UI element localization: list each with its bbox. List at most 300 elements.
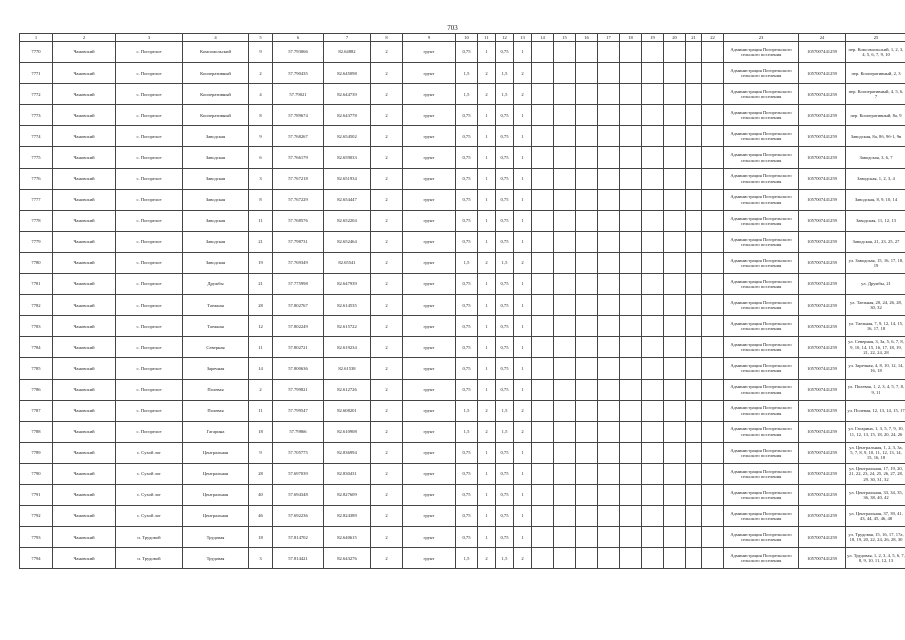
table-cell: 0,75 [496, 126, 514, 147]
table-cell: 0,75 [496, 42, 514, 63]
table-cell: 2 [371, 168, 403, 189]
table-cell [686, 400, 702, 421]
table-cell [532, 379, 554, 400]
table-cell [620, 274, 642, 295]
table-cell: 1057007441259 [799, 295, 846, 316]
table-cell: Заводская, 8а, 8б, 9б-1, 9в [846, 126, 905, 147]
table-cell [702, 400, 724, 421]
table-cell: Администрация Погорельского сельского поселения [724, 147, 799, 168]
table-cell: ул. Таежная, 7, 9, 12, 14, 15, 16, 17, 18 [846, 316, 905, 337]
table-cell [642, 210, 664, 231]
table-cell: 57.802721 [273, 337, 324, 358]
table-cell: 82.654502 [324, 126, 371, 147]
table-cell: 7778 [20, 210, 53, 231]
table-cell: 2 [371, 84, 403, 105]
table-cell: 1 [514, 105, 532, 126]
table-cell [598, 274, 620, 295]
table-cell: 2 [371, 63, 403, 84]
table-cell: 1 [478, 105, 496, 126]
table-cell: 1057007441259 [799, 442, 846, 463]
table-cell: 7776 [20, 168, 53, 189]
table-cell [664, 168, 686, 189]
table-cell [664, 463, 686, 484]
table-cell [686, 168, 702, 189]
table-cell [702, 42, 724, 63]
table-cell [554, 295, 576, 316]
table-cell: Чановский [53, 252, 116, 273]
table-cell: 21 [249, 231, 273, 252]
column-number-cell: 21 [686, 34, 702, 42]
table-cell [642, 316, 664, 337]
table-cell: 57.768267 [273, 126, 324, 147]
table-cell [702, 358, 724, 379]
table-cell: 1 [478, 442, 496, 463]
table-cell [620, 231, 642, 252]
table-cell: 0,75 [456, 274, 478, 295]
table-cell: 1057007441259 [799, 210, 846, 231]
table-cell: 1057007441259 [799, 421, 846, 442]
table-cell [620, 252, 642, 273]
table-cell [532, 84, 554, 105]
table-cell [642, 337, 664, 358]
table-cell: Чановский [53, 506, 116, 527]
table-cell: 1 [478, 168, 496, 189]
table-cell [554, 210, 576, 231]
table-row [20, 421, 905, 442]
table-cell: Кооперативный [183, 84, 249, 105]
table-cell [598, 527, 620, 548]
table-cell: Чановский [53, 400, 116, 421]
table-cell: 0,75 [456, 358, 478, 379]
table-cell: грунт [403, 337, 456, 358]
table-cell: с. Погорелое [116, 379, 183, 400]
table-cell: Чановский [53, 274, 116, 295]
table-row [20, 231, 905, 252]
table-cell: Чановский [53, 442, 116, 463]
table-cell: 57.802249 [273, 316, 324, 337]
table-cell [598, 548, 620, 569]
table-cell: грунт [403, 189, 456, 210]
table-cell: ул. Заводская, 15, 16, 17, 18, 19 [846, 252, 905, 273]
table-cell: ул. Таежная, 20, 24, 26, 28, 30, 32 [846, 295, 905, 316]
table-cell: 0,75 [456, 147, 478, 168]
table-cell [620, 463, 642, 484]
table-cell [554, 252, 576, 273]
table-cell [598, 189, 620, 210]
table-cell: 1 [514, 147, 532, 168]
table-cell: с. Погорелое [116, 105, 183, 126]
table-cell [598, 63, 620, 84]
table-cell [702, 316, 724, 337]
table-cell: 82.640615 [324, 527, 371, 548]
table-cell: грунт [403, 42, 456, 63]
table-row [20, 506, 905, 527]
table-cell [642, 295, 664, 316]
table-cell: Администрация Погорельского сельского поселения [724, 210, 799, 231]
table-cell: с. Погорелое [116, 84, 183, 105]
table-cell [702, 484, 724, 505]
table-cell [686, 337, 702, 358]
table-cell: 2 [371, 295, 403, 316]
table-cell [620, 527, 642, 548]
table-cell [554, 105, 576, 126]
table-cell: Чановский [53, 210, 116, 231]
table-cell [598, 231, 620, 252]
table-cell: 21 [249, 274, 273, 295]
table-cell: грунт [403, 210, 456, 231]
table-cell [554, 379, 576, 400]
table-cell: 0,75 [456, 379, 478, 400]
table-cell: 7787 [20, 400, 53, 421]
table-cell [598, 358, 620, 379]
table-cell: 1 [478, 42, 496, 63]
table-cell [686, 252, 702, 273]
table-cell: 1 [478, 189, 496, 210]
table-cell: Администрация Погорельского сельского поселения [724, 442, 799, 463]
table-cell: ул. Гагарина, 1, 3, 5, 7, 9, 10, 11, 12, 13, 15, 18, 20, 24, 26 [846, 421, 905, 442]
table-cell: Администрация Погорельского сельского поселения [724, 63, 799, 84]
table-row [20, 358, 905, 379]
table-cell [532, 105, 554, 126]
table-cell: 82.651934 [324, 168, 371, 189]
table-cell: Администрация Погорельского сельского поселения [724, 274, 799, 295]
table-cell: 1 [514, 506, 532, 527]
table-cell: с. Погорелое [116, 337, 183, 358]
table-cell: пер. Кооперативный, 2, 3 [846, 63, 905, 84]
table-cell [576, 105, 598, 126]
table-cell [598, 147, 620, 168]
column-number-cell: 3 [116, 34, 183, 42]
table-cell: Заводская, 11, 12, 13 [846, 210, 905, 231]
table-cell: с. Погорелое [116, 42, 183, 63]
table-cell: 11 [249, 400, 273, 421]
table-cell [598, 337, 620, 358]
table-cell [532, 442, 554, 463]
table-cell: 2 [514, 63, 532, 84]
table-cell: грунт [403, 274, 456, 295]
table-cell: 1057007441259 [799, 506, 846, 527]
table-cell [664, 358, 686, 379]
table-cell: 1,5 [456, 400, 478, 421]
table-cell: п. Трудовой [116, 548, 183, 569]
table-cell: 1057007441259 [799, 274, 846, 295]
table-cell: грунт [403, 400, 456, 421]
table-cell [686, 295, 702, 316]
table-cell [554, 421, 576, 442]
table-cell: грунт [403, 421, 456, 442]
table-cell: с. Сухой лог [116, 442, 183, 463]
table-cell: 1 [478, 231, 496, 252]
table-cell: 0,75 [496, 527, 514, 548]
column-number-row [20, 34, 905, 42]
table-cell: 1057007441259 [799, 484, 846, 505]
table-cell [620, 379, 642, 400]
table-cell: 57.692236 [273, 506, 324, 527]
table-row [20, 379, 905, 400]
table-cell: 0,75 [496, 168, 514, 189]
table-cell [620, 84, 642, 105]
table-cell [576, 147, 598, 168]
table-cell: Заводская, 3, 6, 7 [846, 147, 905, 168]
table-cell: 7788 [20, 421, 53, 442]
table-cell: Заводская [183, 147, 249, 168]
table-cell [620, 506, 642, 527]
table-cell [532, 231, 554, 252]
table-cell: 82.643778 [324, 105, 371, 126]
table-cell: грунт [403, 126, 456, 147]
table-cell: Заводская [183, 252, 249, 273]
table-cell: 1057007441259 [799, 463, 846, 484]
table-cell: грунт [403, 506, 456, 527]
table-cell [576, 210, 598, 231]
table-cell: 1 [478, 316, 496, 337]
table-cell [532, 274, 554, 295]
table-cell: Центральная [183, 484, 249, 505]
table-cell [686, 463, 702, 484]
table-cell: 57.799821 [273, 379, 324, 400]
column-number-cell: 12 [496, 34, 514, 42]
table-cell: 7783 [20, 316, 53, 337]
table-cell [532, 506, 554, 527]
table-cell [702, 126, 724, 147]
table-cell: грунт [403, 168, 456, 189]
table-cell [598, 105, 620, 126]
table-cell [686, 316, 702, 337]
table-cell: 0,75 [496, 295, 514, 316]
table-cell: 57.790435 [273, 63, 324, 84]
table-cell [598, 400, 620, 421]
table-cell: Чановский [53, 126, 116, 147]
table-cell: п. Трудовой [116, 527, 183, 548]
table-cell [554, 147, 576, 168]
table-cell: 0,75 [456, 484, 478, 505]
table-cell: пер. Кооперативный, 4, 5, 6, 7 [846, 84, 905, 105]
table-cell [686, 63, 702, 84]
table-cell [576, 252, 598, 273]
table-cell [664, 210, 686, 231]
table-cell: с. Погорелое [116, 147, 183, 168]
table-cell: грунт [403, 252, 456, 273]
table-cell: 2 [249, 63, 273, 84]
table-cell [576, 506, 598, 527]
table-cell: 82.652464 [324, 231, 371, 252]
table-cell: 1057007441259 [799, 189, 846, 210]
table-cell: 82.610908 [324, 421, 371, 442]
table-cell: Чановский [53, 189, 116, 210]
table-cell: Чановский [53, 337, 116, 358]
table-cell [598, 126, 620, 147]
table-cell: пер. Комсомольский, 1, 2, 3, 4, 5, 6, 7, 9, 10 [846, 42, 905, 63]
table-cell: 82.647939 [324, 274, 371, 295]
table-cell [598, 210, 620, 231]
table-cell: 12 [249, 316, 273, 337]
table-cell: 0,75 [496, 379, 514, 400]
table-cell: Чановский [53, 484, 116, 505]
table-cell: 82.824389 [324, 506, 371, 527]
table-cell [686, 527, 702, 548]
table-row [20, 84, 905, 105]
column-number-cell: 23 [724, 34, 799, 42]
table-cell [702, 274, 724, 295]
table-cell: Чановский [53, 295, 116, 316]
table-cell [598, 42, 620, 63]
table-cell: 2 [371, 484, 403, 505]
table-cell: 2 [371, 358, 403, 379]
table-cell: 7785 [20, 358, 53, 379]
table-cell: с. Погорелое [116, 63, 183, 84]
table-cell: 2 [514, 400, 532, 421]
column-number-cell: 10 [456, 34, 478, 42]
table-cell [576, 442, 598, 463]
table-cell: 1057007441259 [799, 379, 846, 400]
column-number-cell: 8 [371, 34, 403, 42]
table-cell [686, 84, 702, 105]
table-cell: с. Погорелое [116, 231, 183, 252]
table-cell: Полевая [183, 379, 249, 400]
table-cell [554, 337, 576, 358]
table-cell [554, 484, 576, 505]
table-cell [576, 126, 598, 147]
table-cell: 7779 [20, 231, 53, 252]
table-cell [642, 400, 664, 421]
table-cell: 57.789674 [273, 105, 324, 126]
table-cell: 7781 [20, 274, 53, 295]
table-cell: Администрация Погорельского сельского поселения [724, 337, 799, 358]
table-cell: 57.769349 [273, 252, 324, 273]
table-cell [702, 463, 724, 484]
table-cell: грунт [403, 63, 456, 84]
table-cell [686, 105, 702, 126]
table-cell [532, 168, 554, 189]
table-cell [620, 442, 642, 463]
table-cell: ул. Полевая, 12, 13, 14, 15, 17 [846, 400, 905, 421]
table-cell: грунт [403, 548, 456, 569]
table-cell [702, 168, 724, 189]
table-cell: 7772 [20, 84, 53, 105]
table-cell [642, 548, 664, 569]
table-cell: Заводская [183, 126, 249, 147]
table-cell: 2 [514, 252, 532, 273]
table-cell [702, 506, 724, 527]
table-cell: 2 [371, 252, 403, 273]
table-cell [702, 337, 724, 358]
table-cell: 0,75 [496, 506, 514, 527]
table-cell: Центральная [183, 463, 249, 484]
table-cell [702, 84, 724, 105]
table-cell [702, 527, 724, 548]
table-cell: Администрация Погорельского сельского поселения [724, 484, 799, 505]
table-cell: с. Погорелое [116, 421, 183, 442]
column-number-cell: 18 [620, 34, 642, 42]
table-cell: 82.64882 [324, 42, 371, 63]
table-cell [642, 168, 664, 189]
table-cell [642, 421, 664, 442]
table-cell [620, 168, 642, 189]
table-cell: с. Погорелое [116, 189, 183, 210]
table-cell: с. Сухой лог [116, 506, 183, 527]
table-cell: 9 [249, 126, 273, 147]
table-cell [576, 189, 598, 210]
table-cell: 7794 [20, 548, 53, 569]
table-cell [532, 252, 554, 273]
table-cell: 0,75 [456, 126, 478, 147]
table-cell: 7782 [20, 295, 53, 316]
table-cell: Чановский [53, 379, 116, 400]
table-cell: 1057007441259 [799, 358, 846, 379]
table-cell: 1 [478, 484, 496, 505]
table-cell: 11 [249, 337, 273, 358]
table-cell: 1 [478, 527, 496, 548]
table-cell [686, 42, 702, 63]
table-row [20, 484, 905, 505]
table-cell: Администрация Погорельского сельского поселения [724, 400, 799, 421]
table-cell [554, 527, 576, 548]
table-cell [664, 379, 686, 400]
table-cell [532, 63, 554, 84]
column-number-cell: 14 [532, 34, 554, 42]
table-cell [686, 231, 702, 252]
table-row [20, 105, 905, 126]
table-cell: 1 [514, 274, 532, 295]
table-cell: 28 [249, 463, 273, 484]
table-cell [532, 147, 554, 168]
table-cell: грунт [403, 147, 456, 168]
table-cell [620, 548, 642, 569]
table-cell: 2 [371, 105, 403, 126]
table-cell [554, 358, 576, 379]
table-cell [576, 337, 598, 358]
table-cell [686, 274, 702, 295]
table-row [20, 63, 905, 84]
table-cell [598, 316, 620, 337]
table-cell: с. Погорелое [116, 295, 183, 316]
table-cell: 1,5 [456, 421, 478, 442]
table-cell: с. Погорелое [116, 400, 183, 421]
table-cell: Администрация Погорельского сельского поселения [724, 358, 799, 379]
table-cell: Администрация Погорельского сельского поселения [724, 189, 799, 210]
table-cell [598, 84, 620, 105]
table-cell [686, 379, 702, 400]
table-cell [554, 63, 576, 84]
table-cell [620, 63, 642, 84]
table-cell [664, 105, 686, 126]
table-cell [554, 189, 576, 210]
table-cell: 82.643276 [324, 548, 371, 569]
table-cell [532, 358, 554, 379]
table-cell [532, 126, 554, 147]
table-cell: Чановский [53, 421, 116, 442]
table-cell [554, 42, 576, 63]
table-cell: Полевая [183, 400, 249, 421]
table-cell: 1 [514, 442, 532, 463]
table-cell [686, 442, 702, 463]
table-cell: 28 [249, 295, 273, 316]
table-cell: 0,75 [456, 506, 478, 527]
table-cell: Администрация Погорельского сельского поселения [724, 463, 799, 484]
table-cell: Кооперативный [183, 63, 249, 84]
table-cell: Заречная [183, 358, 249, 379]
table-cell: Администрация Погорельского сельского поселения [724, 231, 799, 252]
table-cell: 1057007441259 [799, 63, 846, 84]
table-cell: 1057007441259 [799, 231, 846, 252]
table-cell: 7786 [20, 379, 53, 400]
table-cell: 7774 [20, 126, 53, 147]
table-cell: 0,75 [496, 316, 514, 337]
table-cell: ул. Центральная, 37, 39, 41, 43, 44, 45, 46, 48 [846, 506, 905, 527]
table-cell: 1057007441259 [799, 147, 846, 168]
table-cell: 2 [514, 548, 532, 569]
table-cell: Администрация Погорельского сельского поселения [724, 506, 799, 527]
